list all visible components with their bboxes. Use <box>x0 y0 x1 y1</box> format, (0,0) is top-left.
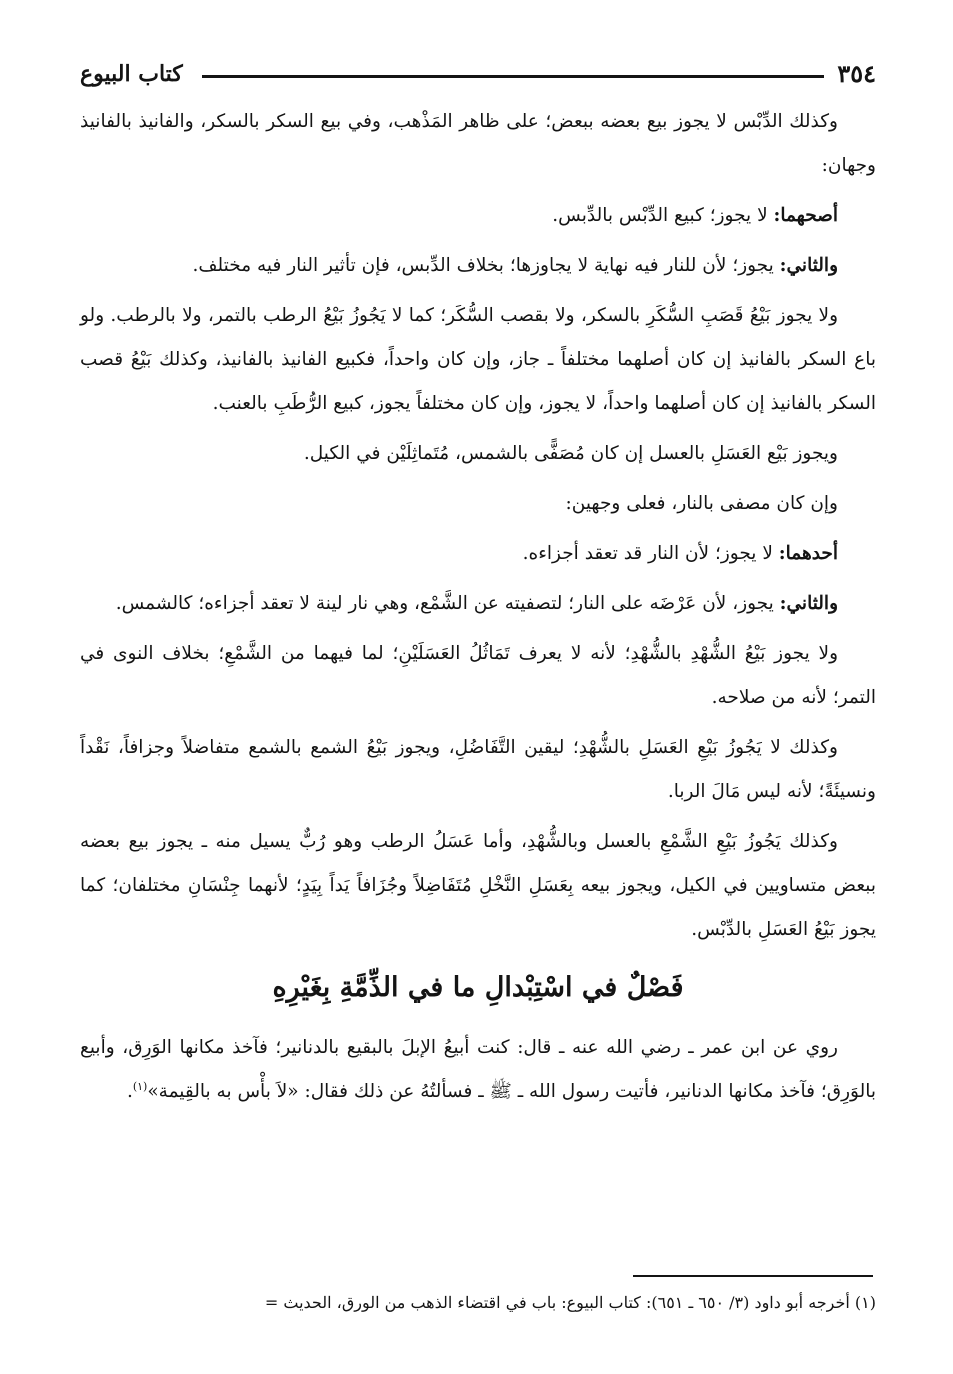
paragraph-text: يجوز، لأن عَرْضَه على النار؛ لتصفيته عن الشَّمْع، وهي نار لينة لا تعقد أجزاءه؛ كالشمس. <box>115 593 774 614</box>
paragraph: وكذلك لا يَجُوزُ بَيْعِ العَسَلِ بالشُّهْدِ؛ ليقين التَّفَاضُلِ، ويجوز بَيْعُ الشمع بالشمع متفاضلاً وجزافاً، نَقْداً ونسيئَةً؛ لأنه ليس مَالَ الربا. <box>80 737 876 802</box>
section-title: فَصْلٌ في اسْتِبْدالِ ما في الذِّمَّةِ بِغَيْرِهِ <box>272 972 684 1003</box>
footnote: (١) أخرجه أبو داود (٣/ ٦٥٠ ـ ٦٥١): كتاب البيوع: باب في اقتضاء الذهب من الورق، الحديث = <box>264 1293 876 1312</box>
footnote-rule <box>633 1275 873 1277</box>
paragraph-text: لا يجوز؛ لأن النار قد تعقد أجزاءه. <box>522 543 773 564</box>
footnote-ref[interactable]: (١) <box>132 1079 148 1093</box>
page-body <box>80 100 876 1120</box>
paragraph-label: أصحهما: <box>773 205 838 226</box>
paragraph: ولا يجوز بَيْعُ قَصَبِ السُّكَرِ بالسكر، ولا بقصب السُّكَر؛ كما لا يَجُوزُ بَيْعُ الرطب بالتمر، ولا بالرطب. ولو باع السكر بالفانيذ إن كان أصلهما مختلفاً ـ جاز، وإن كان واحداً، فكبيع الفانيذ بالفانيذ، وكذلك بَيْعُ قصب السكر بالفانيذ إن كان أصلهما واحداً، لا يجوز، وإن كان مختلفاً يجوز، كبيع الرُّطَبِ بالعنب. <box>80 305 876 414</box>
paragraph: وكذلك الدِّبْس لا يجوز بيع بعضه ببعض؛ على ظاهر المَذْهب، وفي بيع السكر بالسكر، والفانيذ بالفانيذ وجهان: <box>80 111 876 176</box>
paragraph-text: روي عن ابن عمر ـ رضي الله عنه ـ قال: كنت أبيعُ الإبلَ بالبقيع بالدنانير؛ فآخذ مكانها الوَرِق، وأبيع بالوَرِق؛ فآخذ مكانها الدنانير، فأتيت رسول الله ـ ﷺ ـ فسألتُهُ عن ذلك فقال: «لاَ بأْس به بالقِيمة» <box>80 1037 876 1102</box>
page-number: ٣٥٤ <box>837 59 876 88</box>
paragraph-text: لا يجوز؛ كبيع الدِّبْس بالدِّبس. <box>552 205 768 226</box>
paragraph: وكذلك يَجُوزُ بَيْعِ الشَّمْعِ بالعسل وبالشُّهْدِ، وأما عَسَلُ الرطب وهو رُبٌّ يسيل منه ـ يجوز بيع بعضه ببعض متساويين في الكيل، ويجوز بيعه بِعَسَلِ النَّخْلِ مُتَفَاضِلاً وجُزَافاً يَداً بِيَدٍ؛ لأنهما جِنْسَانِ مختلفان؛ كما يجوز بَيْعُ العَسَلِ بالدِّبْس. <box>80 831 876 940</box>
header-rule <box>202 75 824 78</box>
paragraph-label: والثاني: <box>779 593 838 614</box>
paragraph <box>80 244 876 288</box>
paragraph <box>80 532 876 576</box>
paragraph-label: أحدهما: <box>778 543 838 564</box>
paragraph-label: والثاني: <box>779 255 838 276</box>
paragraph: ويجوز بَيْع العَسَلِ بالعسل إن كان مُصَفًّى بالشمس، مُتَماثِلَيْن في الكيل. <box>303 443 838 464</box>
book-title: كتاب البيوع <box>80 61 183 87</box>
paragraph <box>80 194 876 238</box>
paragraph <box>80 582 876 626</box>
paragraph-end: . <box>126 1081 133 1102</box>
paragraph: ولا يجوز بَيْعُ الشُّهْدِ بالشُّهْدِ؛ لأنه لا يعرف تَمَاثُلُ العَسَلَيْنِ؛ لما فيهما من الشَّمْعِ؛ بخلاف النوى في التمر؛ لأنه من صلاحه. <box>80 643 876 708</box>
paragraph-text: يجوز؛ لأن للنار فيه نهاية لا يجاوزها؛ بخلاف الدِّبس، فإن تأثير النار فيه مختلف. <box>192 255 774 276</box>
paragraph: وإن كان مصفى بالنار، فعلى وجهين: <box>565 493 838 514</box>
page-header <box>80 58 876 94</box>
paragraph <box>80 1026 876 1114</box>
